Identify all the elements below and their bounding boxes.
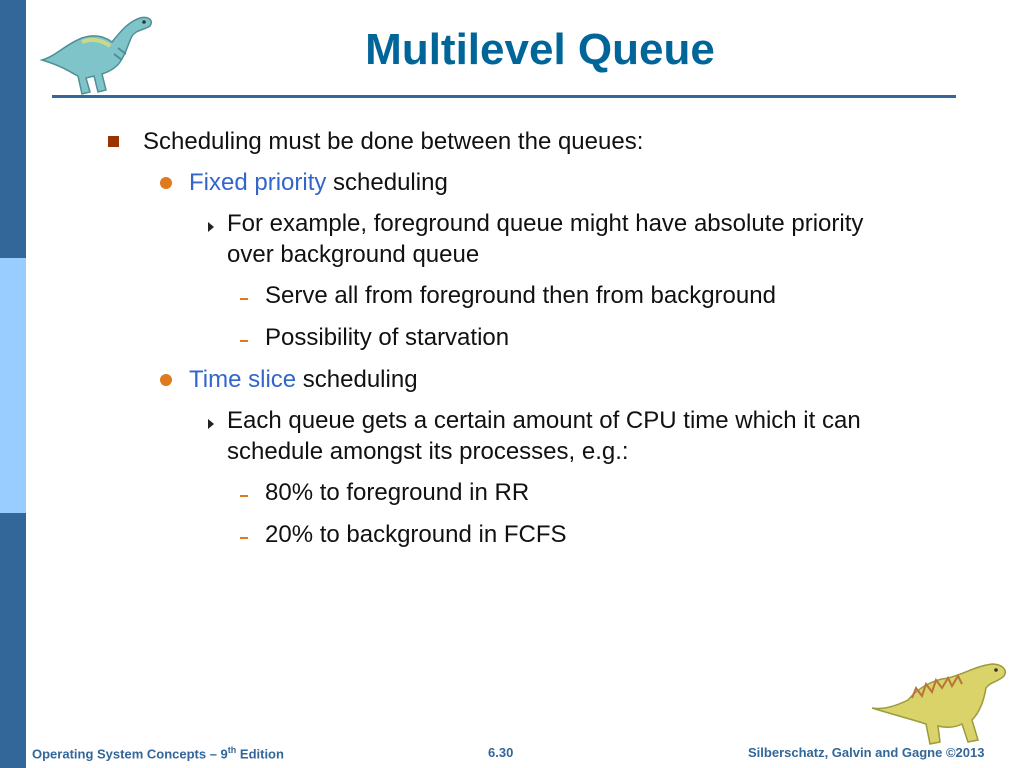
bullet-background-fcfs: 20% to background in FCFS	[265, 521, 567, 548]
footer-page-number: 6.30	[488, 745, 514, 760]
bullet-scheduling-between-queues: Scheduling must be done between the queues:	[143, 128, 644, 155]
dash-bullet-icon	[240, 340, 248, 342]
footer-book-suffix: Edition	[236, 746, 284, 762]
bullet-serve-all: Serve all from foreground then from background	[265, 282, 776, 309]
triangle-bullet-icon	[208, 419, 214, 429]
side-band-middle	[0, 258, 26, 513]
time-slice-highlight: Time slice	[189, 366, 297, 393]
bullet-cpu-time-line1: Each queue gets a certain amount of CPU time which it can	[227, 407, 861, 434]
side-band-top	[0, 0, 26, 258]
dinosaur-bottom-icon	[868, 658, 1018, 748]
bullet-fixed-priority	[189, 167, 448, 198]
footer-book-title	[32, 745, 284, 761]
footer-book-prefix: Operating System Concepts – 9	[32, 746, 228, 762]
dot-bullet-icon	[160, 177, 172, 189]
side-band-bottom	[0, 513, 26, 768]
time-slice-rest: scheduling	[296, 366, 418, 393]
slide-title: Multilevel Queue	[365, 25, 715, 74]
dot-bullet-icon	[160, 374, 172, 386]
fixed-priority-highlight: Fixed priority	[189, 169, 327, 196]
fixed-priority-rest: scheduling	[326, 169, 448, 196]
bullet-starvation: Possibility of starvation	[265, 324, 510, 351]
dash-bullet-icon	[240, 298, 248, 300]
dash-bullet-icon	[240, 537, 248, 539]
bullet-foreground-example-line1: For example, foreground queue might have absolute priority	[227, 210, 864, 237]
dash-bullet-icon	[240, 495, 248, 497]
bullet-cpu-time-line2: schedule amongst its processes, e.g.:	[227, 438, 629, 465]
bullet-time-slice	[189, 364, 418, 395]
title-divider	[52, 95, 956, 98]
bullet-foreground-rr: 80% to foreground in RR	[265, 479, 530, 506]
footer-book-superscript: th	[227, 745, 237, 755]
square-bullet-icon	[108, 136, 119, 147]
footer-copyright: Silberschatz, Galvin and Gagne ©2013	[748, 745, 985, 760]
dinosaur-top-icon	[36, 8, 160, 96]
triangle-bullet-icon	[208, 222, 214, 232]
bullet-foreground-example-line2: over background queue	[227, 241, 480, 268]
